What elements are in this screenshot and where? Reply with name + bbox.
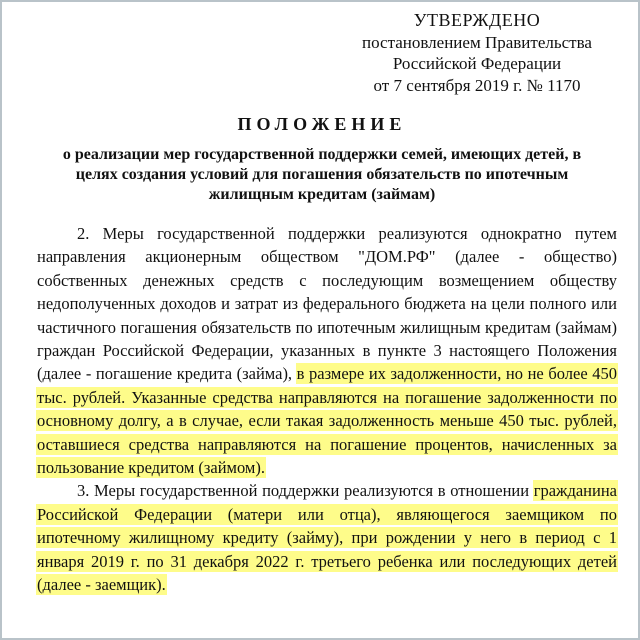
document-title: ПОЛОЖЕНИЕ (237, 114, 407, 134)
paragraph-3 (37, 479, 617, 596)
approval-heading: УТВЕРЖДЕНО (413, 10, 541, 30)
paragraph-3-highlighted-text: гражданина Российской Федерации (матери или отца), являющегося заемщиком по ипотечному жилищному кредиту (займу), при рождении у него в период с 1 января 2019 г. по 31 декабря 2022 г. третьего ребенка или последующих детей (далее - заемщик). (37, 481, 617, 595)
approval-line-3: от 7 сентября 2019 г. № 1170 (373, 75, 581, 95)
document-body (37, 222, 617, 597)
paragraph-2-text: 2. Меры государственной поддержки реализуются однократно путем направления акционерным обществом "ДОМ.РФ" (далее - общество) собственных денежных средств с последующим возмещением обществу недополученных доходов и затрат из федерального бюджета на цели полного или частичного погашения обязательств по ипотечным жилищным кредитам (займам) граждан Российской Федерации, указанных в пункте 3 настоящего Положения (далее - погашение кредита (займа), (37, 224, 617, 384)
approval-line-1: постановлением Правительства (362, 32, 592, 52)
approval-line-2: Российской Федерации (392, 54, 562, 73)
paragraph-2-highlighted-text: в размере их задолженности, но не более 450 тыс. рублей. Указанные средства направляются на погашение задолженности по основному долгу, а в случае, если такая задолженность меньше 450 тыс. рублей, оставшиеся средства направляются на погашение процентов, начисленных за пользование кредитом (займом). (37, 364, 617, 478)
paragraph-2 (37, 222, 617, 479)
document-subtitle: о реализации мер государственной поддержки семей, имеющих детей, в целях создания условий для погашения обязательств по ипотечным жилищным кредитам (займам) (62, 146, 582, 203)
paragraph-3-text: 3. Меры государственной поддержки реализуются в отношении (77, 481, 534, 501)
approval-block (332, 10, 622, 96)
